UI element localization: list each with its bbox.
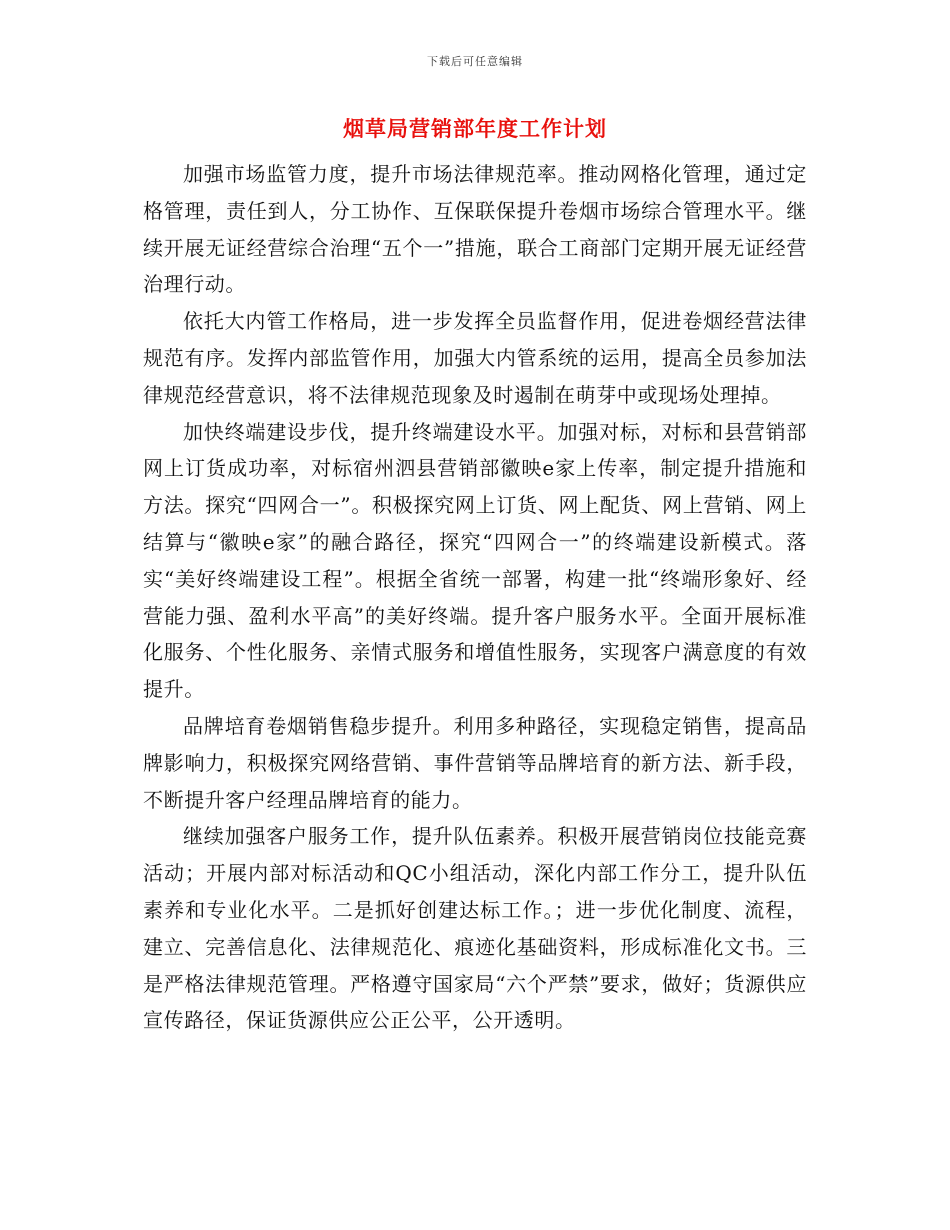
paragraph-terminal-construction: 加快终端建设步伐，提升终端建设水平。加强对标，对标和县营销部网上订货成功率，对标宿州泗县营销部徽映e家上传率，制定提升措施和方法。探究“四网合一”。积极探究网上订货、网上配货、网上营销、网上结算与“徽映e家”的融合路径，探究“四网合一”的终端建设新模式。落实“美好终端建设工程”。根据全省统一部署，构建一批“终端形象好、经营能力强、盈利水平高”的美好终端。提升客户服务水平。全面开展标准化服务、个性化服务、亲情式服务和增值性服务，实现客户满意度的有效提升。 [143,419,807,702]
paragraph-market-supervision: 加强市场监管力度，提升市场法律规范率。推动网格化管理，通过定格管理，责任到人，分工协作、互保联保提升卷烟市场综合管理水平。继续开展无证经营综合治理“五个一”措施，联合工商部门定期开展无证经营治理行动。 [143,162,807,297]
paragraph-customer-service: 继续加强客户服务工作，提升队伍素养。积极开展营销岗位技能竞赛活动；开展内部对标活动和QC小组活动，深化内部工作分工，提升队伍素养和专业化水平。二是抓好创建达标工作。；进一步优化制度、流程，建立、完善信息化、法律规范化、痕迹化基础资料，形成标准化文书。三是严格法律规范管理。严格遵守国家局“六个严禁”要求，做好；货源供应宣传路径，保证货源供应公正公平，公开透明。 [143,824,807,1033]
document-title: 烟草局营销部年度工作计划 [343,117,607,141]
paragraph-internal-control: 依托大内管工作格局，进一步发挥全员监督作用，促进卷烟经营法律规范有序。发挥内部监管作用，加强大内管系统的运用，提高全员参加法律规范经营意识，将不法律规范现象及时遏制在萌芽中或现场处理掉。 [143,309,807,407]
header-note: 下载后可任意编辑 [427,55,523,68]
document-body [143,156,807,1039]
paragraph-brand-cultivation: 品牌培育卷烟销售稳步提升。利用多种路径，实现稳定销售，提高品牌影响力，积极探究网络营销、事件营销等品牌培育的新方法、新手段，不断提升客户经理品牌培育的能力。 [143,713,807,812]
